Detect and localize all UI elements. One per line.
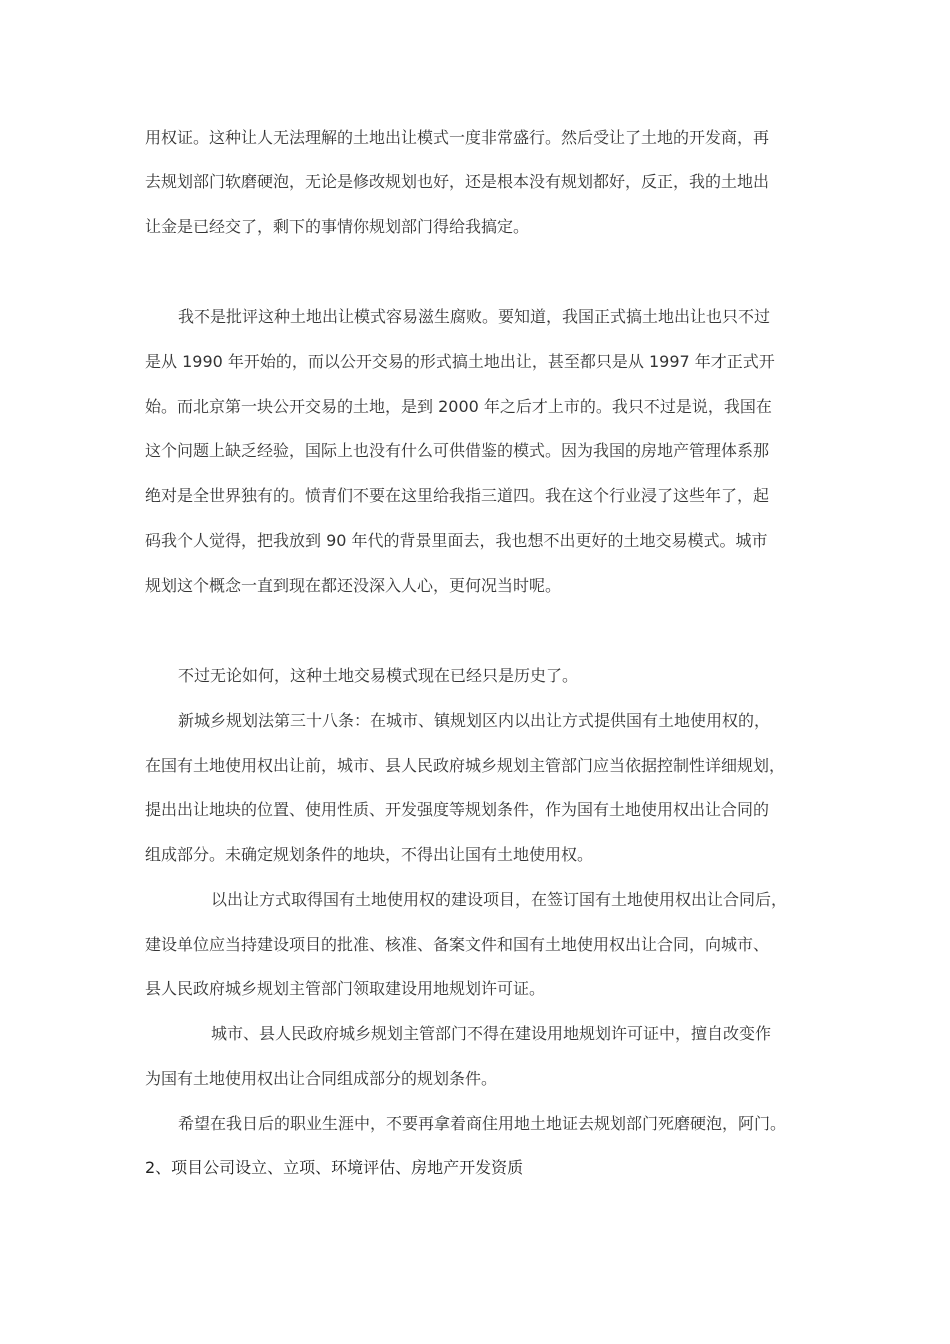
paragraph-2-line-2: 是从 1990 年开始的，而以公开交易的形式搞土地出让，甚至都只是从 1997 年才正式开: [145, 352, 775, 371]
paragraph-2-line-6: 码我个人觉得，把我放到 90 年代的背景里面去，我也想不出更好的土地交易模式。城市: [145, 531, 768, 550]
paragraph-3-line-1: 不过无论如何，这种土地交易模式现在已经只是历史了。: [178, 666, 579, 685]
paragraph-2-line-3: 始。而北京第一块公开交易的土地，是到 2000 年之后才上市的。我只不过是说，我国在: [145, 397, 772, 416]
paragraph-2-line-5: 绝对是全世界独有的。愤青们不要在这里给我指三道四。我在这个行业浸了这些年了，起: [145, 486, 770, 505]
paragraph-2-line-4: 这个问题上缺乏经验，国际上也没有什么可供借鉴的模式。因为我国的房地产管理体系那: [145, 441, 770, 460]
paragraph-2-line-1: 我不是批评这种土地出让模式容易滋生腐败。要知道，我国正式搞土地出让也只不过: [178, 307, 771, 326]
paragraph-4-line-2: 在国有土地使用权出让前，城市、县人民政府城乡规划主管部门应当依据控制性详细规划，: [145, 756, 786, 775]
paragraph-6-line-2: 为国有土地使用权出让合同组成部分的规划条件。: [145, 1069, 498, 1088]
paragraph-1-line-2: 去规划部门软磨硬泡，无论是修改规划也好，还是根本没有规划都好，反正，我的土地出: [145, 172, 770, 191]
paragraph-5-line-1: 以出让方式取得国有土地使用权的建设项目，在签订国有土地使用权出让合同后，: [211, 890, 788, 909]
paragraph-7-line-1: 希望在我日后的职业生涯中，不要再拿着商住用地土地证去规划部门死磨硬泡，阿门。: [178, 1114, 787, 1133]
paragraph-4-line-3: 提出出让地块的位置、使用性质、开发强度等规划条件，作为国有土地使用权出让合同的: [145, 800, 770, 819]
paragraph-5-line-2: 建设单位应当持建设项目的批准、核准、备案文件和国有土地使用权出让合同，向城市、: [145, 935, 770, 954]
paragraph-4-line-1: 新城乡规划法第三十八条：在城市、镇规划区内以出让方式提供国有土地使用权的，: [178, 711, 771, 730]
paragraph-2-line-7: 规划这个概念一直到现在都还没深入人心，更何况当时呢。: [145, 576, 562, 595]
paragraph-4-line-4: 组成部分。未确定规划条件的地块，不得出让国有土地使用权。: [145, 845, 594, 864]
paragraph-6-line-1: 城市、县人民政府城乡规划主管部门不得在建设用地规划许可证中，擅自改变作: [211, 1024, 772, 1043]
paragraph-1-line-3: 让金是已经交了，剩下的事情你规划部门得给我搞定。: [145, 217, 530, 236]
section-heading: 2、项目公司设立、立项、环境评估、房地产开发资质: [145, 1158, 524, 1177]
paragraph-1-line-1: 用权证。这种让人无法理解的土地出让模式一度非常盛行。然后受让了土地的开发商，再: [145, 128, 770, 147]
paragraph-5-line-3: 县人民政府城乡规划主管部门领取建设用地规划许可证。: [145, 979, 546, 998]
